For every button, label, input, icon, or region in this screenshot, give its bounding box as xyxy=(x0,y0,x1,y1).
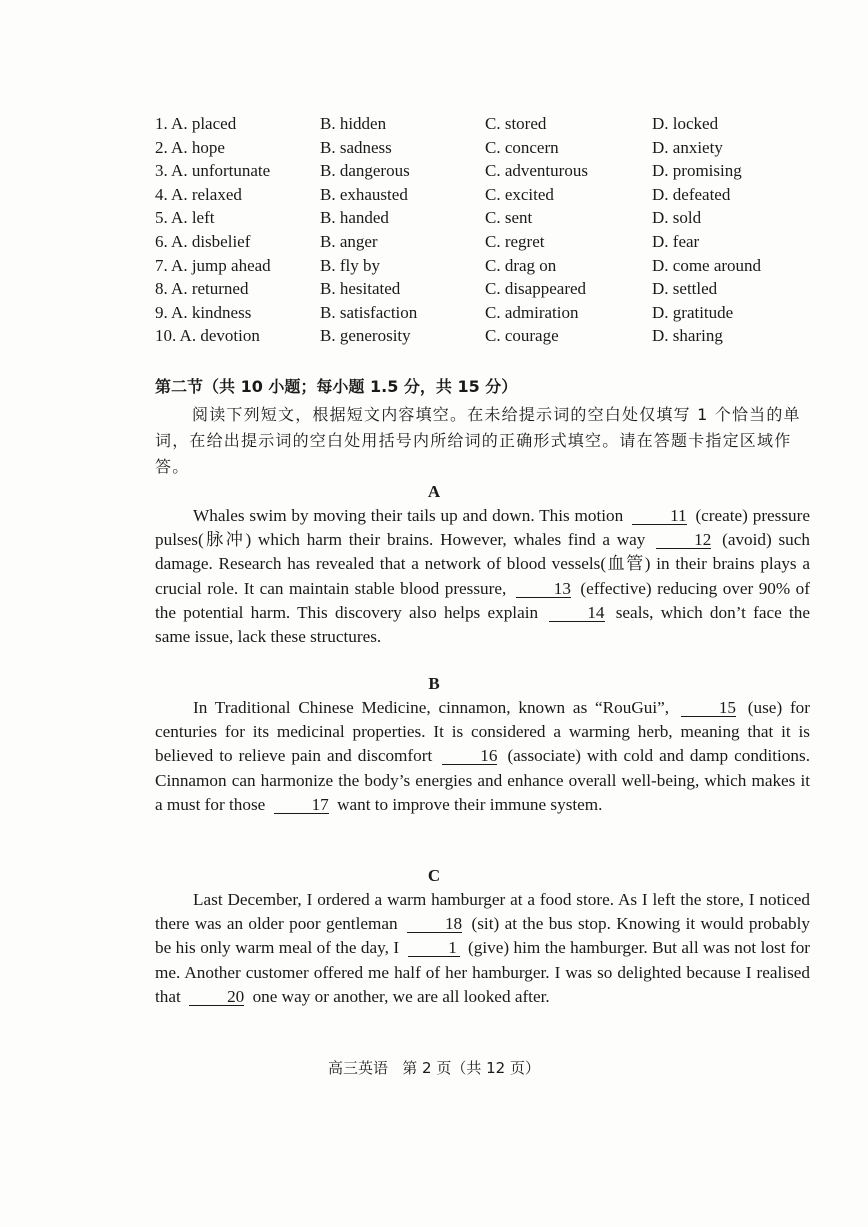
option-row xyxy=(155,183,795,207)
option-row xyxy=(155,230,795,254)
passage-text: Last December, I ordered a warm hamburger at a food store. As I left the store, I noticed there was an older poor gentleman xyxy=(155,890,810,934)
option-a: 6. A. disbelief xyxy=(155,231,251,251)
option-a: 2. A. hope xyxy=(155,137,225,157)
passage-text: want to improve their immune system. xyxy=(332,794,603,814)
option-d: D. locked xyxy=(652,114,719,133)
passage-text: (sit) at the bus stop. Knowing it would probably be his only warm meal of the day, I xyxy=(155,914,810,958)
option-b: B. satisfaction xyxy=(320,302,418,322)
option-d: D. sharing xyxy=(652,326,723,346)
option-a: 7. A. jump ahead xyxy=(155,255,271,275)
option-c: C. excited xyxy=(485,184,554,204)
option-b: B. dangerous xyxy=(320,161,410,181)
option-d: D. gratitude xyxy=(652,302,734,322)
option-row xyxy=(155,254,795,278)
section-instructions: 阅读下列短文，根据短文内容填空。在未给提示词的空白处仅填写 1 个恰当的单词，在给出提示词的空白处用括号内所给词的正确形式填空。请在答题卡指定区域作答。 xyxy=(155,405,801,476)
option-a: 10. A. devotion xyxy=(155,326,260,346)
passage-c-text xyxy=(155,888,810,1009)
blank-11[interactable]: 11 xyxy=(632,507,687,525)
option-row xyxy=(155,159,795,183)
passage-text: seals, which don’t face the same issue, lack these structures. xyxy=(155,602,810,647)
blank-16[interactable]: 16 xyxy=(442,747,497,765)
passage-b-label: B xyxy=(428,674,440,693)
option-a: 8. A. returned xyxy=(155,279,249,299)
option-a: 5. A. left xyxy=(155,208,215,228)
option-c: C. sent xyxy=(485,208,533,228)
option-b: B. hesitated xyxy=(320,279,401,299)
option-c: C. adventurous xyxy=(485,161,588,181)
option-c: C. drag on xyxy=(485,255,557,275)
option-d: D. promising xyxy=(652,161,742,181)
option-d: D. come around xyxy=(652,255,762,275)
blank-20[interactable]: 20 xyxy=(189,988,244,1006)
option-c: C. disappeared xyxy=(485,279,587,299)
option-c: C. courage xyxy=(485,326,559,346)
option-c: C. concern xyxy=(485,137,559,157)
option-c: C. stored xyxy=(485,114,547,133)
option-b: B. handed xyxy=(320,208,389,228)
options-table xyxy=(155,112,795,348)
passage-text: (use) for centuries for its medicinal properties. It is considered a warming herb, meaning that it is believed to relieve pain and discomfort xyxy=(155,698,810,766)
option-a: 3. A. unfortunate xyxy=(155,161,271,181)
option-row xyxy=(155,136,795,160)
passage-text: (create) pressure pulses(脉冲) which harm their brains. However, whales find a way xyxy=(155,506,810,550)
option-row xyxy=(155,324,795,348)
option-a: 1. A. placed xyxy=(155,114,237,133)
blank-13[interactable]: 13 xyxy=(516,580,571,598)
option-c: C. admiration xyxy=(485,302,579,322)
option-row xyxy=(155,277,795,301)
option-b: B. anger xyxy=(320,231,378,251)
option-d: D. anxiety xyxy=(652,137,723,157)
option-a: 9. A. kindness xyxy=(155,302,252,322)
passage-text: In Traditional Chinese Medicine, cinnamon, known as “RouGui”, xyxy=(193,698,677,717)
blank-15[interactable]: 15 xyxy=(681,699,736,717)
passage-b-text xyxy=(155,696,810,817)
option-row xyxy=(155,112,795,136)
section-title: 第二节（共 10 小题；每小题 1.5 分，共 15 分） xyxy=(155,377,518,396)
option-b: B. hidden xyxy=(320,114,387,133)
option-b: B. generosity xyxy=(320,326,411,346)
option-row xyxy=(155,206,795,230)
passage-text: (effective) reducing over 90% of the potential harm. This discovery also helps explain xyxy=(155,578,810,622)
blank-14[interactable]: 14 xyxy=(549,604,604,622)
passage-a-text xyxy=(155,504,810,649)
blank-19[interactable]: 1 xyxy=(408,939,460,957)
option-b: B. exhausted xyxy=(320,184,408,204)
option-b: B. sadness xyxy=(320,137,392,157)
option-c: C. regret xyxy=(485,231,545,251)
passage-text: (give) him the hamburger. But all was not lost for me. Another customer offered me half of her hamburger. I was so delighted because I realised that xyxy=(155,938,811,1006)
option-d: D. sold xyxy=(652,208,702,228)
blank-18[interactable]: 18 xyxy=(407,915,462,933)
option-b: B. fly by xyxy=(320,255,380,275)
passage-text: (associate) with cold and damp conditions. Cinnamon can harmonize the body’s energies and enhance overall well-being, which makes it a must for those xyxy=(155,746,811,814)
passage-c-label: C xyxy=(427,866,441,885)
blank-12[interactable]: 12 xyxy=(656,531,711,549)
passage-a-label: A xyxy=(427,482,441,501)
page-footer: 高三英语 第 2 页（共 12 页） xyxy=(327,1059,540,1077)
option-a: 4. A. relaxed xyxy=(155,184,242,204)
passage-text: one way or another, we are all looked after. xyxy=(248,986,550,1006)
passage-text: (avoid) such damage. Research has revealed that a network of blood vessels(血管) in their brains plays a crucial role. It can maintain stable blood pressure, xyxy=(155,530,810,598)
passage-text: Whales swim by moving their tails up and down. This motion xyxy=(193,506,629,525)
blank-17[interactable]: 17 xyxy=(274,796,329,814)
option-row xyxy=(155,301,795,325)
option-d: D. settled xyxy=(652,279,718,299)
option-d: D. defeated xyxy=(652,184,731,204)
option-d: D. fear xyxy=(652,231,700,251)
